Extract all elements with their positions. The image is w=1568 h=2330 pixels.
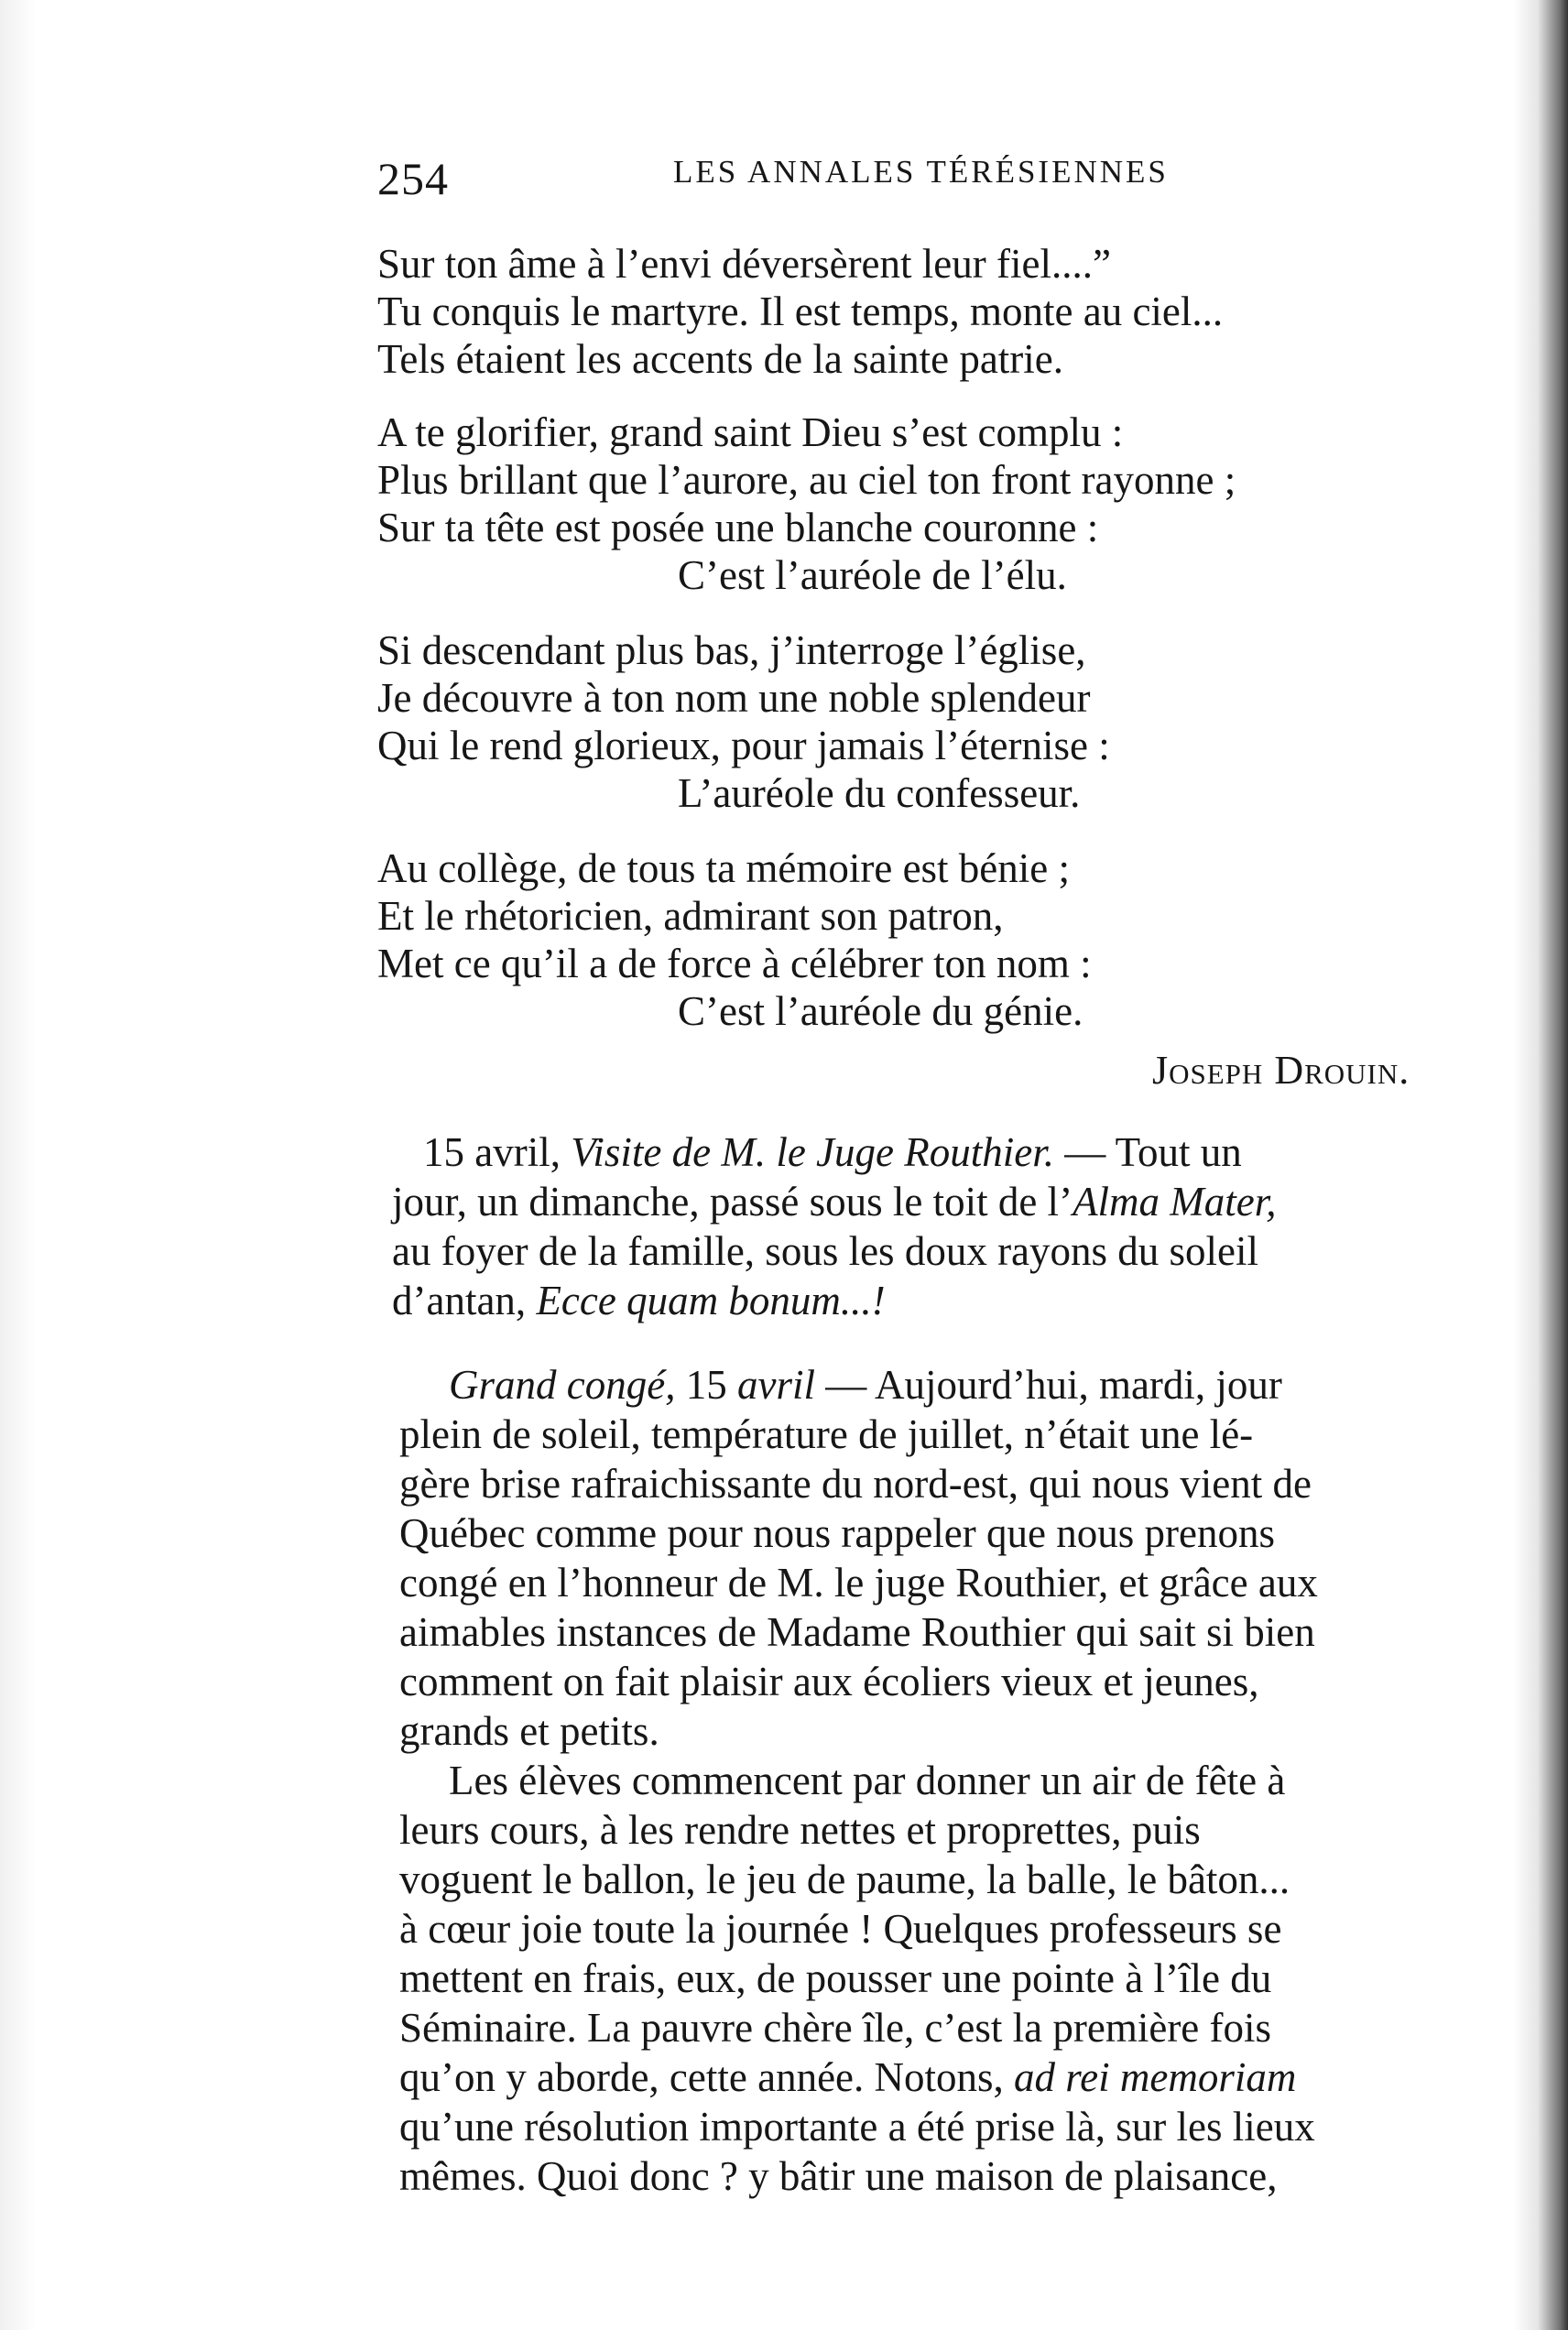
- poem-signature: Joseph Drouin.: [1152, 1048, 1410, 1093]
- entry-line: qu’une résolution importante a été prise là, sur les lieux: [399, 2104, 1315, 2150]
- poem-line: Plus brillant que l’aurore, au ciel ton front rayonne ;: [377, 457, 1236, 503]
- poem-refrain: L’auréole du confesseur.: [678, 770, 1081, 816]
- entry-line: qu’on y aborde, cette année. Notons, ad rei memoriam: [399, 2054, 1297, 2100]
- entry-line: congé en l’honneur de M. le juge Routhier, et grâce aux: [399, 1560, 1318, 1606]
- entry-line: Québec comme pour nous rappeler que nous prenons: [399, 1510, 1275, 1556]
- entry-line: voguent le ballon, le jeu de paume, la balle, le bâton...: [399, 1856, 1290, 1902]
- poem-line: Tels étaient les accents de la sainte patrie.: [377, 336, 1064, 382]
- entry-line: Grand congé, 15 avril — Aujourd’hui, mardi, jour: [449, 1362, 1282, 1408]
- entry-line: grands et petits.: [399, 1708, 659, 1754]
- poem-line: Sur ton âme à l’envi déversèrent leur fiel....”: [377, 241, 1111, 287]
- poem-line: Et le rhétoricien, admirant son patron,: [377, 893, 1004, 939]
- poem-refrain: C’est l’auréole du génie.: [678, 988, 1083, 1034]
- poem-line: Qui le rend glorieux, pour jamais l’éternise :: [377, 723, 1110, 768]
- entry-line: jour, un dimanche, passé sous le toit de l’Alma Mater,: [392, 1179, 1277, 1225]
- entry-line: aimables instances de Madame Routhier qui sait si bien: [399, 1609, 1315, 1655]
- entry-line: au foyer de la famille, sous les doux rayons du soleil: [392, 1228, 1259, 1274]
- running-title: LES ANNALES TÉRÉSIENNES: [673, 154, 1169, 190]
- page-number: 254: [377, 153, 449, 204]
- entry-line: plein de soleil, température de juillet, n’était une lé-: [399, 1411, 1254, 1457]
- entry-line: gère brise rafraichissante du nord-est, qui nous vient de: [399, 1461, 1312, 1507]
- poem-line: Au collège, de tous ta mémoire est bénie ;: [377, 845, 1071, 891]
- poem-line: Sur ta tête est posée une blanche couronne :: [377, 505, 1099, 550]
- poem-line: Met ce qu’il a de force à célébrer ton nom :: [377, 941, 1092, 986]
- entry-line: Les élèves commencent par donner un air de fête à: [449, 1758, 1286, 1803]
- entry-line: à cœur joie toute la journée ! Quelques professeurs se: [399, 1906, 1282, 1952]
- entry-line: mettent en frais, eux, de pousser une pointe à l’île du: [399, 1955, 1272, 2001]
- poem-refrain: C’est l’auréole de l’élu.: [678, 552, 1067, 598]
- poem-line: Tu conquis le martyre. Il est temps, monte au ciel...: [377, 289, 1224, 334]
- entry-line: d’antan, Ecce quam bonum...!: [392, 1278, 886, 1323]
- poem-line: Si descendant plus bas, j’interroge l’église,: [377, 627, 1086, 673]
- page-left-edge: [0, 0, 37, 2330]
- poem-line: Je découvre à ton nom une noble splendeur: [377, 675, 1091, 721]
- entry-line: mêmes. Quoi donc ? y bâtir une maison de plaisance,: [399, 2153, 1278, 2199]
- page-binding-shadow: [1513, 0, 1568, 2330]
- entry-line: 15 avril, Visite de M. le Juge Routhier. — Tout un: [423, 1129, 1242, 1175]
- entry-line: Séminaire. La pauvre chère île, c’est la première fois: [399, 2005, 1272, 2051]
- entry-line: leurs cours, à les rendre nettes et proprettes, puis: [399, 1807, 1201, 1853]
- entry-line: comment on fait plaisir aux écoliers vieux et jeunes,: [399, 1659, 1259, 1704]
- poem-line: A te glorifier, grand saint Dieu s’est complu :: [377, 409, 1124, 455]
